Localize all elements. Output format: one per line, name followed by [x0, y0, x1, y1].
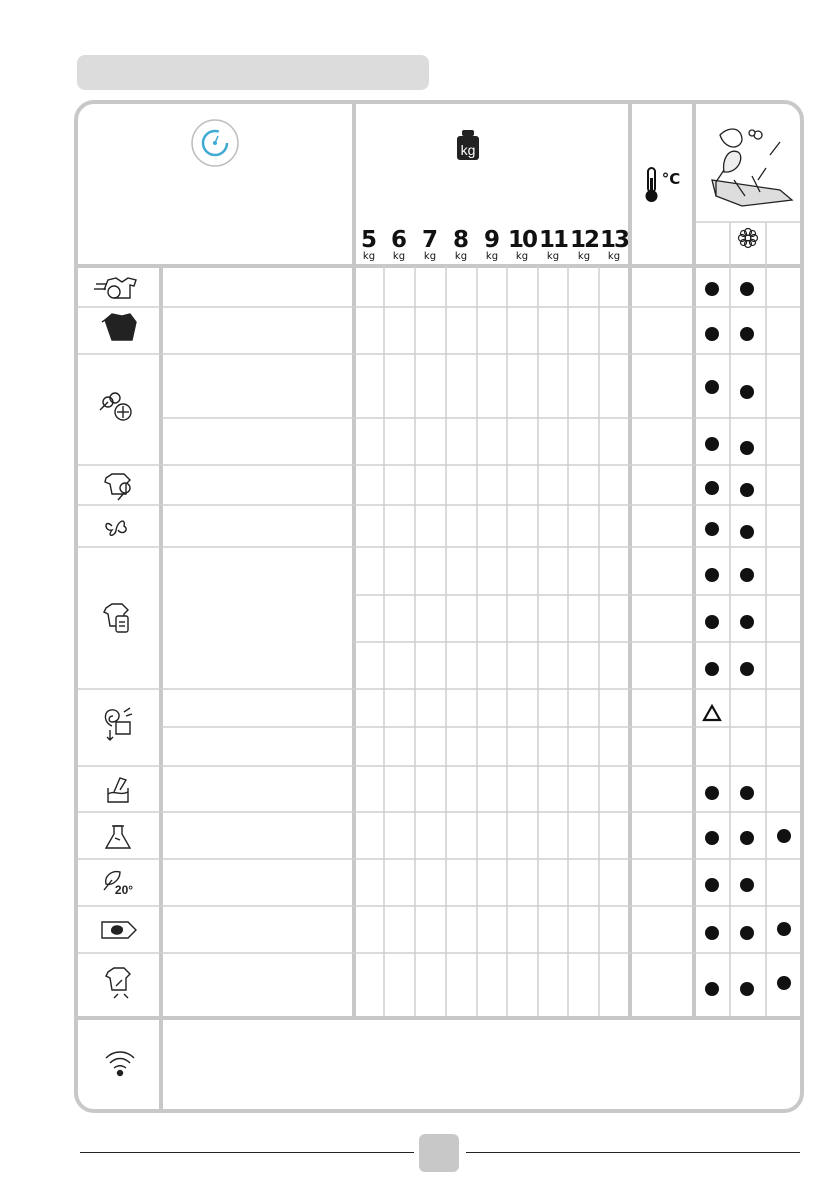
- program-dial-icon: [192, 120, 238, 166]
- mark-dot: [705, 437, 719, 451]
- mark-dot: [705, 522, 719, 536]
- mark-dot: [777, 922, 791, 936]
- load-9-unit: kg: [485, 251, 499, 262]
- mark-dot: [740, 878, 754, 892]
- mark-dot: [740, 982, 754, 996]
- major-dividers: [78, 104, 800, 1109]
- load-7: 7: [421, 227, 439, 253]
- synthetics-icon: [105, 474, 130, 500]
- mark-dot: [705, 327, 719, 341]
- load-5: 5: [360, 227, 378, 253]
- rapid-shirt-icon: [94, 278, 136, 298]
- load-5-unit: kg: [362, 251, 376, 262]
- mark-triangle: [704, 706, 720, 720]
- mark-dot: [777, 976, 791, 990]
- wool-tag-icon: [102, 922, 136, 938]
- mark-dot: [740, 926, 754, 940]
- mark-dot: [740, 483, 754, 497]
- stain-remover-icon: [104, 604, 128, 632]
- load-10: 10: [507, 227, 537, 253]
- mark-dot: [740, 662, 754, 676]
- load-11-unit: kg: [546, 251, 560, 262]
- wifi-icon: [106, 1052, 134, 1076]
- load-6: 6: [390, 227, 408, 253]
- svg-text:°C: °C: [661, 170, 681, 188]
- hand-wash-icon: [108, 778, 128, 802]
- mark-dot: [777, 829, 791, 843]
- load-13-unit: kg: [607, 251, 621, 262]
- load-12: 12: [569, 227, 599, 253]
- mark-dot: [740, 568, 754, 582]
- sportswear-icon: [106, 968, 130, 998]
- mark-dot: [705, 662, 719, 676]
- mixed-fabrics-icon: [102, 314, 136, 340]
- mark-dot: [740, 525, 754, 539]
- load-6-unit: kg: [392, 251, 406, 262]
- mark-dot: [705, 568, 719, 582]
- mark-dot: [705, 380, 719, 394]
- mark-dot: [705, 282, 719, 296]
- load-12-unit: kg: [577, 251, 591, 262]
- svg-text:20°: 20°: [114, 883, 134, 897]
- cotton-plus-icon: [100, 393, 131, 420]
- load-13: 13: [599, 227, 629, 253]
- load-headers: [361, 227, 629, 262]
- load-9: 9: [483, 227, 501, 253]
- page-number-box: [419, 1134, 459, 1172]
- detergent-drawer-icon: [712, 129, 792, 206]
- detergent-marks: [705, 282, 791, 996]
- minor-gridlines: [78, 222, 800, 1016]
- load-11: 11: [538, 227, 568, 253]
- svg-text:kg: kg: [460, 142, 476, 158]
- load-7-unit: kg: [423, 251, 437, 262]
- thermometer-icon: [646, 168, 681, 202]
- mark-dot: [705, 926, 719, 940]
- eco-20-icon: [104, 872, 133, 897]
- mark-dot: [705, 982, 719, 996]
- mark-dot: [705, 481, 719, 495]
- softener-flower-icon: [739, 229, 758, 248]
- rinse-spin-icon: [105, 708, 132, 740]
- weight-kg-icon: [457, 130, 479, 160]
- mark-dot: [740, 441, 754, 455]
- mark-dot: [740, 786, 754, 800]
- mark-dot: [705, 878, 719, 892]
- delicates-butterfly-icon: [106, 521, 126, 535]
- mark-dot: [705, 831, 719, 845]
- mark-dot: [740, 831, 754, 845]
- footer-rule-left: [80, 1152, 414, 1153]
- mark-dot: [740, 615, 754, 629]
- mark-dot: [740, 385, 754, 399]
- load-10-unit: kg: [515, 251, 529, 262]
- mark-dot: [705, 615, 719, 629]
- load-8: 8: [452, 227, 470, 253]
- mark-dot: [740, 327, 754, 341]
- load-8-unit: kg: [454, 251, 468, 262]
- footer-rule-right: [466, 1152, 800, 1153]
- mark-dot: [740, 282, 754, 296]
- mark-dot: [705, 786, 719, 800]
- hygiene-flask-icon: [106, 826, 130, 848]
